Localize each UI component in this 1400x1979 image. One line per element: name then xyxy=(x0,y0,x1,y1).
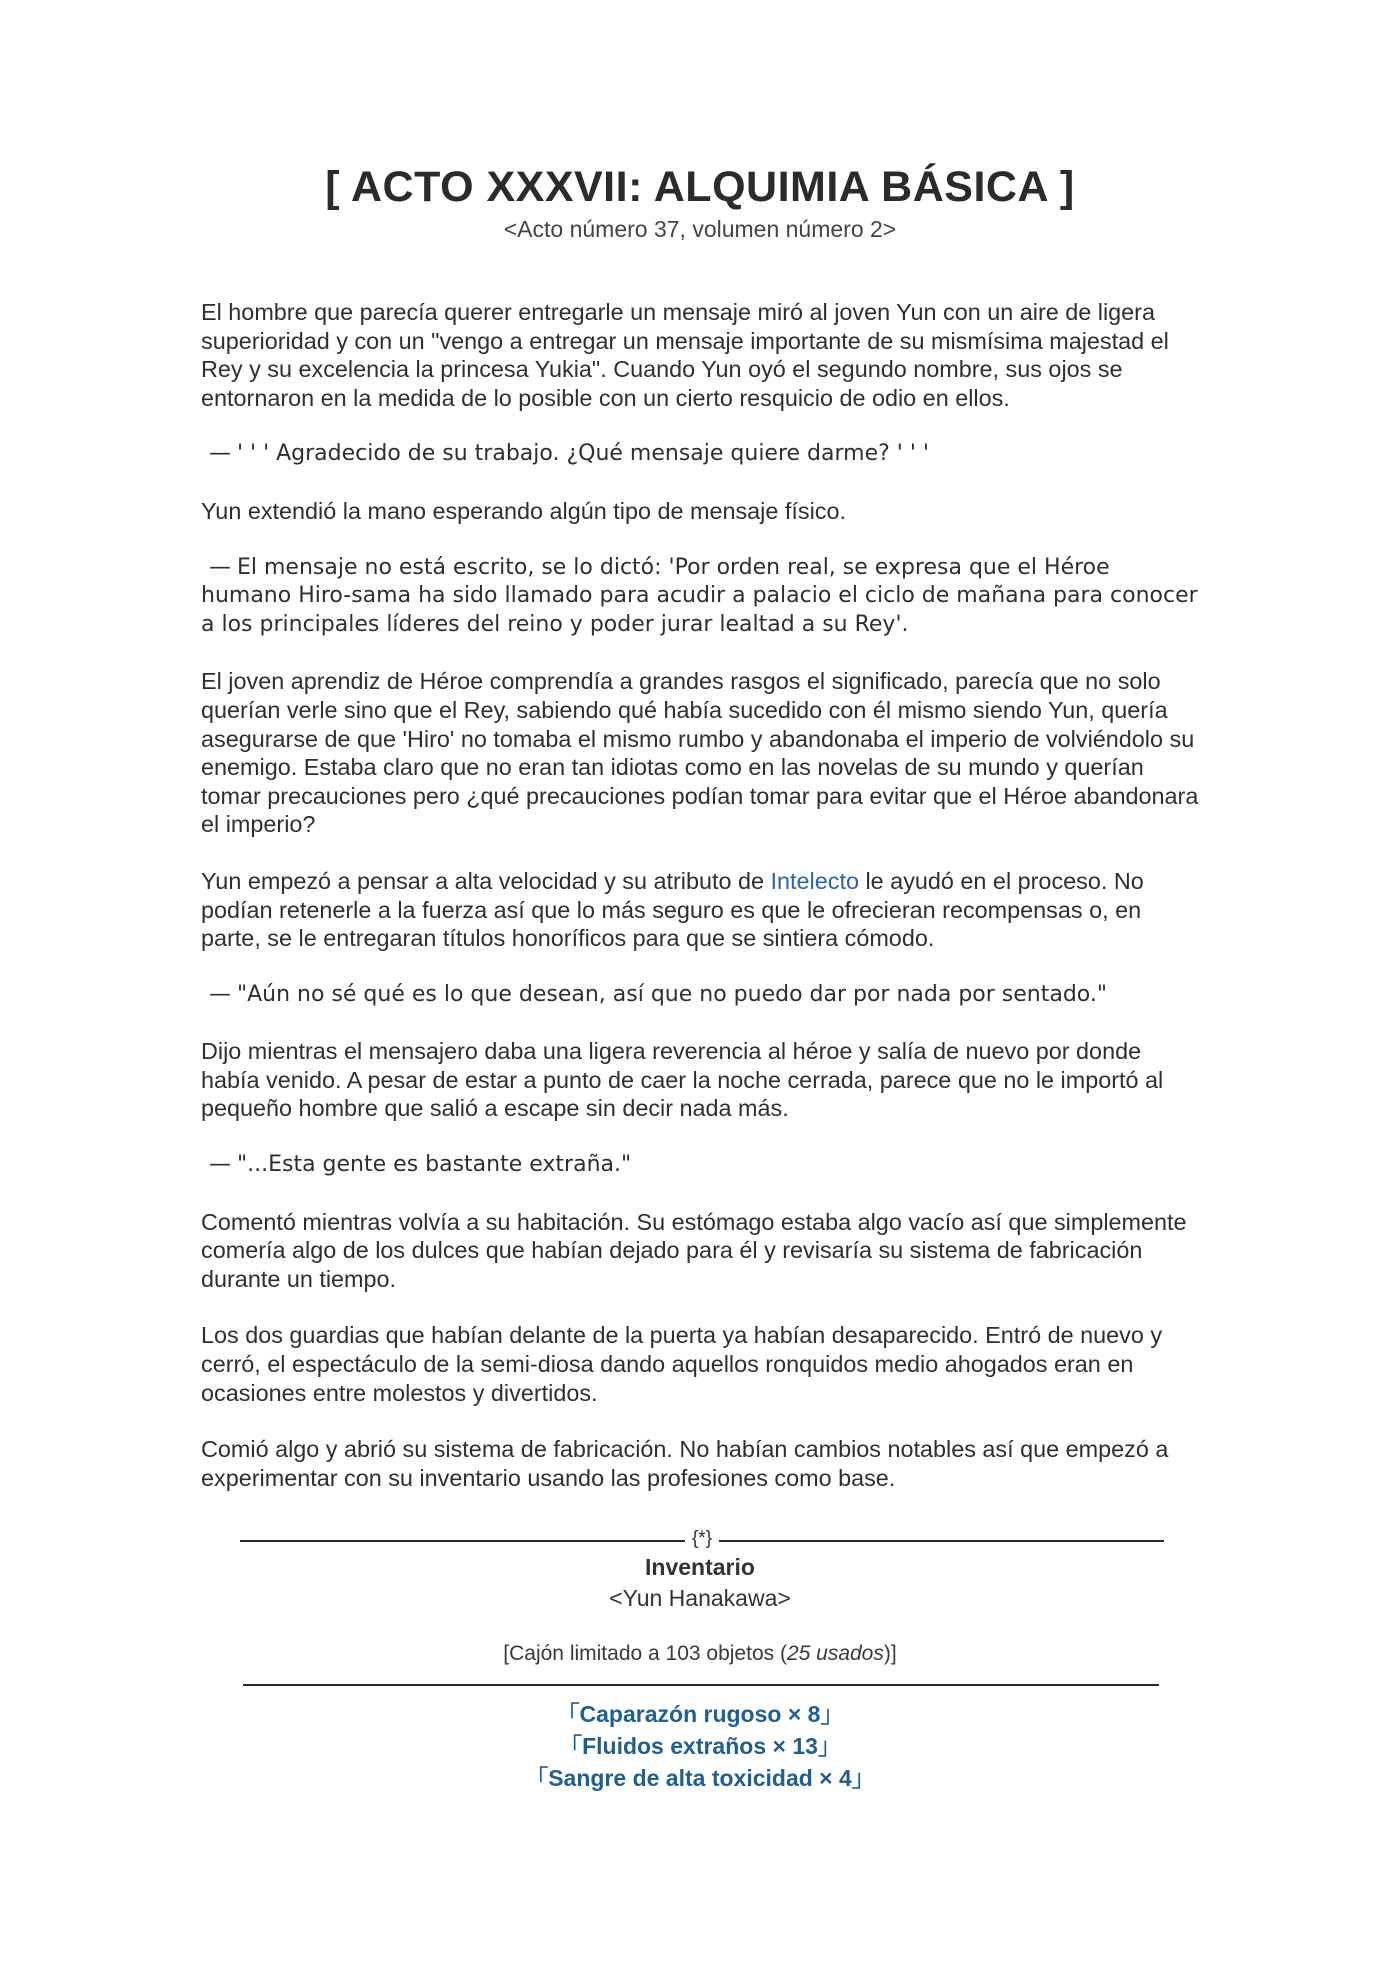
inventory-item: 「Fluidos extraños × 13」 xyxy=(559,1733,841,1759)
dialogue-line xyxy=(201,554,1201,640)
dialogue-text: "Aún no sé qué es lo que desean, así que no puedo dar por nada por sentado." xyxy=(237,981,1107,1007)
dialogue-dash: — xyxy=(209,441,231,467)
dialogue-dash: — xyxy=(209,554,231,580)
inventory-divider-top xyxy=(240,1528,1164,1550)
inventory-section xyxy=(0,1528,1400,1794)
inventory-item: 「Sangre de alta toxicidad × 4」 xyxy=(525,1765,875,1791)
inventory-capacity xyxy=(0,1642,1400,1666)
divider-marker: {*} xyxy=(691,1528,713,1549)
inventory-owner: <Yun Hanakawa> xyxy=(609,1585,791,1611)
divider-line-left xyxy=(240,1540,685,1542)
capacity-used: 25 usados xyxy=(786,1642,884,1665)
capacity-text: [Cajón limitado a 103 objetos ( xyxy=(503,1642,787,1665)
inventory-items xyxy=(0,1698,1400,1794)
paragraph-text: Yun empezó a pensar a alta velocidad y su atributo de xyxy=(201,867,771,894)
dialogue-dash: — xyxy=(209,1152,231,1178)
chapter-subtitle: <Acto número 37, volumen número 2> xyxy=(503,216,897,242)
intelecto-link[interactable]: Intelecto xyxy=(770,867,859,894)
dialogue-line xyxy=(201,440,1201,469)
paragraph: Comió algo y abrió su sistema de fabricación. No habían cambios notables así que empezó a experimentar con su inventario usando las profesiones como base. xyxy=(201,1436,1169,1491)
inventory-item: 「Caparazón rugoso × 8」 xyxy=(556,1701,844,1727)
dialogue-dash: — xyxy=(209,981,231,1007)
paragraph-text: le ayudó en el proceso. No podían retenerle a la fuerza así que lo más seguro es que le ofrecieran recompensas o, en parte, se le entregaran títulos honoríficos para que se sintiera cómodo. xyxy=(201,867,1144,952)
inventory-divider-bottom xyxy=(243,1684,1159,1686)
dialogue-line xyxy=(201,981,1201,1010)
dialogue-text: El mensaje no está escrito, se lo dictó: 'Por orden real, se expresa que el Héroe humano Hiro-sama ha sido llamado para acudir a palacio el ciclo de mañana para conocer a los principales líderes del reino y poder jurar lealtad a su Rey'. xyxy=(201,554,1198,637)
paragraph: Los dos guardias que habían delante de la puerta ya habían desaparecido. Entró de nuevo y cerró, el espectáculo de la semi-diosa dando aquellos ronquidos medio ahogados eran en ocasiones entre molestos y divertidos. xyxy=(201,1322,1163,1406)
capacity-text-end: )] xyxy=(883,1642,897,1665)
paragraph: Yun extendió la mano esperando algún tipo de mensaje físico. xyxy=(201,497,846,524)
divider-line-right xyxy=(719,1540,1164,1542)
chapter-title: [ ACTO XXXVII: ALQUIMIA BÁSICA ] xyxy=(325,163,1075,211)
dialogue-text: "...Esta gente es bastante extraña." xyxy=(237,1152,632,1178)
chapter-body xyxy=(201,298,1201,1520)
paragraph xyxy=(201,867,1201,953)
dialogue-text: ' ' ' Agradecido de su trabajo. ¿Qué mensaje quiere darme? ' ' ' xyxy=(237,441,929,467)
paragraph: Comentó mientras volvía a su habitación. Su estómago estaba algo vacío así que simplemente comería algo de los dulces que habían dejado para él y revisaría su sistema de fabricación durante un tiempo. xyxy=(201,1208,1187,1292)
paragraph: Dijo mientras el mensajero daba una ligera reverencia al héroe y salía de nuevo por donde había venido. A pesar de estar a punto de caer la noche cerrada, parece que no le importó al pequeño hombre que salió a escape sin decir nada más. xyxy=(201,1038,1164,1122)
inventory-title: Inventario xyxy=(645,1554,755,1580)
paragraph: El joven aprendiz de Héroe comprendía a grandes rasgos el significado, parecía que no solo querían verle sino que el Rey, sabiendo qué había sucedido con él mismo siendo Yun, quería asegurarse de que 'Hiro' no tomaba el mismo rumbo y abandonaba el imperio de volviéndolo su enemigo. Estaba claro que no eran tan idiotas como en las novelas de su mundo y querían tomar precauciones pero ¿qué precauciones podían tomar para evitar que el Héroe abandonara el imperio? xyxy=(201,668,1199,838)
dialogue-line xyxy=(201,1151,1201,1180)
paragraph: El hombre que parecía querer entregarle un mensaje miró al joven Yun con un aire de ligera superioridad y con un "vengo a entregar un mensaje importante de su mismísima majestad el Rey y su excelencia la princesa Yukia". Cuando Yun oyó el segundo nombre, sus ojos se entornaron en la medida de lo posible con un cierto resquicio de odio en ellos. xyxy=(201,299,1169,411)
